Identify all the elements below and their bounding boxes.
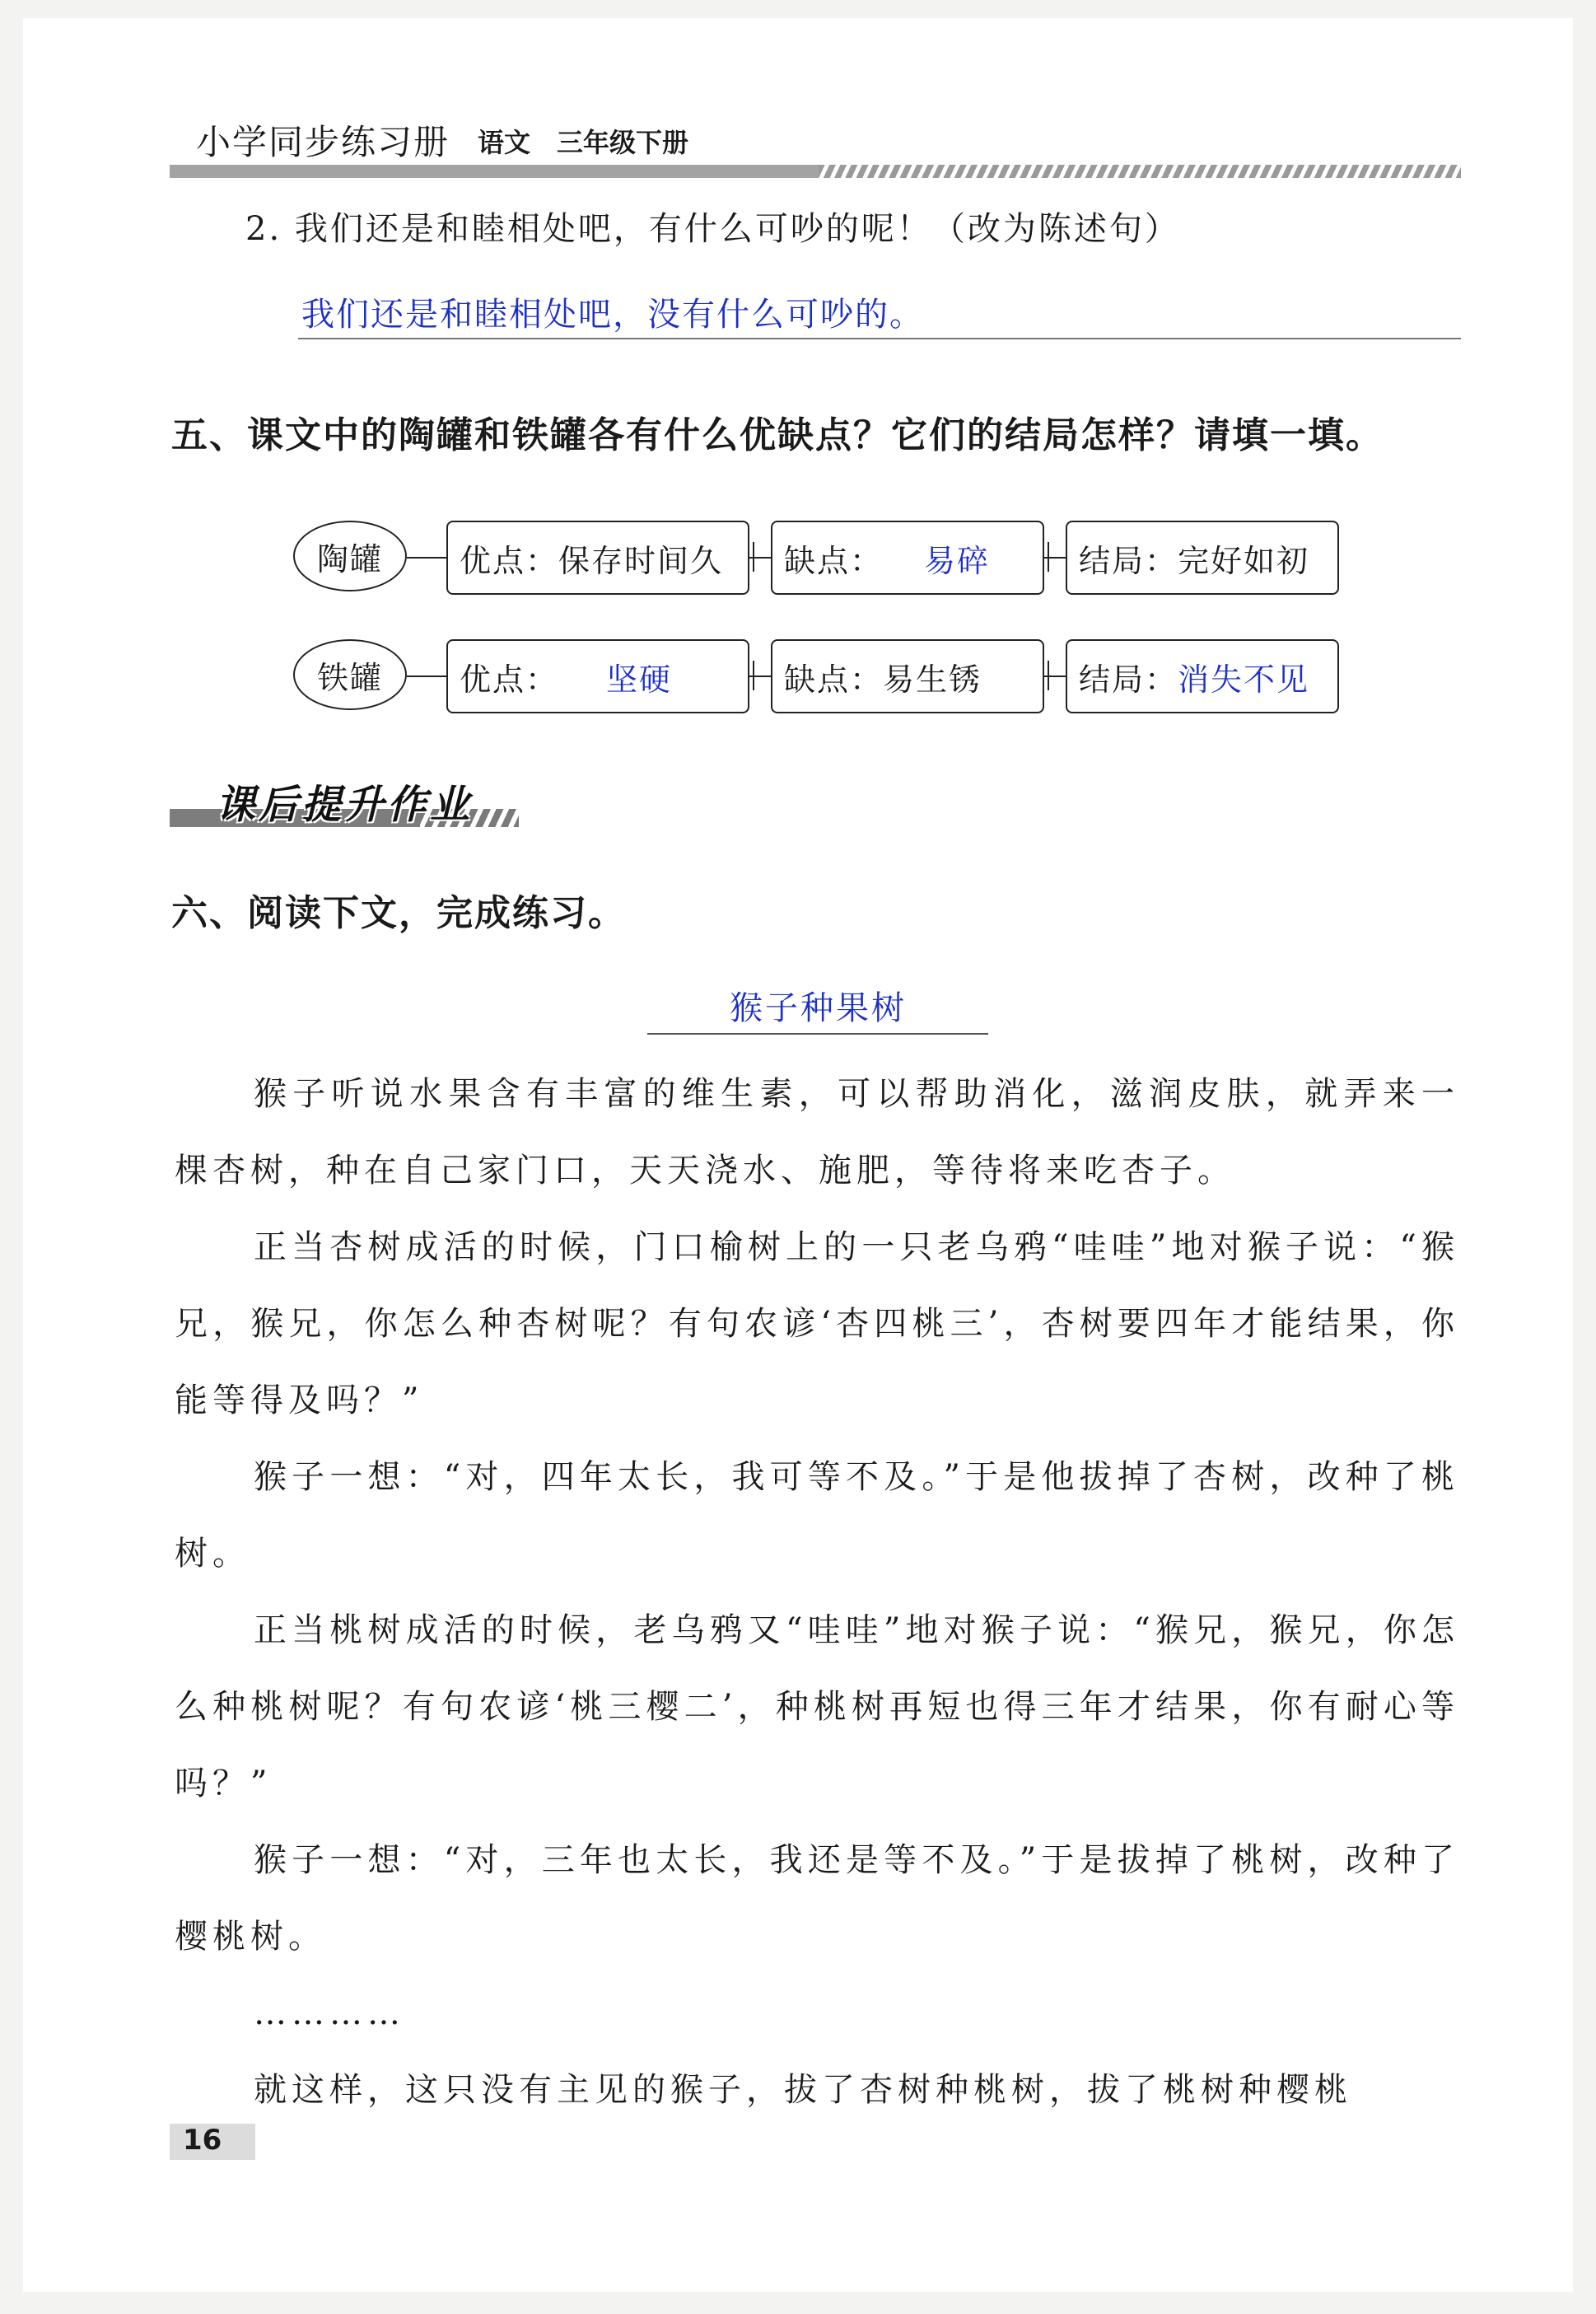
pottery-jar-label: 陶罐	[316, 540, 383, 577]
flaw-label: 缺点：	[784, 661, 884, 698]
book-title: 小学同步练习册	[196, 122, 450, 162]
pottery-flaw-box	[771, 521, 1044, 595]
pottery-merit-value: 保存时间久	[558, 542, 724, 579]
subject-label: 语文	[478, 127, 531, 158]
iron-flaw-box	[771, 639, 1044, 713]
page-number: 16	[183, 2124, 222, 2157]
story-paragraph: 正当杏树成活的时候，门口榆树上的一只老乌鸦“哇哇”地对猴子说：“猴兄，猴兄，你怎么种杏树呢？有句农谚‘杏四桃三’，杏树要四年才能结果，你能等得及吗？”	[175, 1228, 1459, 1419]
iron-merit-box	[446, 639, 749, 713]
iron-ending-answer: 消失不见	[1178, 661, 1310, 698]
iron-ending-box	[1066, 639, 1339, 713]
story-paragraph: 猴子听说水果含有丰富的维生素，可以帮助消化，滋润皮肤，就弄来一棵杏树，种在自己家门口，天天浇水、施肥，等待将来吃杏子。	[175, 1075, 1459, 1190]
flaw-label: 缺点：	[784, 542, 884, 579]
story-title-line	[647, 1033, 988, 1035]
pottery-ending-value: 完好如初	[1178, 542, 1310, 579]
grade-label: 三年级下册	[557, 127, 689, 158]
story-paragraph: 就这样，这只没有主见的猴子，拔了杏树种桃树，拔了桃树种樱桃	[254, 2071, 1352, 2109]
connector-tick	[753, 661, 754, 690]
connector	[407, 676, 448, 677]
iron-jar-oval	[293, 639, 407, 710]
pottery-flaw-answer: 易碎	[924, 542, 991, 579]
question-2-text: 2. 我们还是和睦相处吧，有什么可吵的呢！（改为陈述句）	[245, 210, 1180, 248]
header-divider	[170, 165, 1461, 178]
section-6-title: 六、阅读下文，完成练习。	[171, 892, 626, 934]
connector-tick	[753, 542, 754, 572]
connector-tick	[1048, 661, 1049, 690]
story-paragraph: 正当桃树成活的时候，老乌鸦又“哇哇”地对猴子说：“猴兄，猴兄，你怎么种桃树呢？有句农谚‘桃三樱二’，种桃树再短也得三年才结果，你有耐心等吗？”	[175, 1611, 1459, 1802]
iron-flaw-value: 易生锈	[883, 661, 982, 698]
question-2-answer: 我们还是和睦相处吧，没有什么可吵的。	[301, 296, 924, 334]
story-paragraph: 猴子一想：“对，四年太长，我可等不及。”于是他拔掉了杏树，改种了桃树。	[175, 1458, 1459, 1573]
story-ellipsis: …………	[254, 1994, 405, 2032]
ending-label: 结局：	[1079, 661, 1178, 698]
story-title-answer: 猴子种果树	[730, 989, 907, 1027]
connector-tick	[1048, 542, 1049, 572]
story-paragraph: 猴子一想：“对，三年也太长，我还是等不及。”于是拔掉了桃树，改种了樱桃树。	[175, 1841, 1459, 1956]
merit-label: 优点：	[460, 542, 559, 579]
pottery-merit-box	[446, 521, 749, 595]
pottery-jar-oval	[293, 521, 407, 591]
merit-label: 优点：	[460, 661, 559, 698]
iron-jar-label: 铁罐	[316, 659, 383, 696]
section-5-title: 五、课文中的陶罐和铁罐各有什么优缺点？它们的结局怎样？请填一填。	[171, 414, 1384, 456]
iron-merit-answer: 坚硬	[606, 661, 673, 698]
pottery-ending-box	[1066, 521, 1339, 595]
answer-line	[298, 338, 1461, 339]
ending-label: 结局：	[1079, 542, 1178, 579]
section-banner-title: 课后提升作业	[216, 782, 474, 828]
connector	[407, 557, 448, 559]
